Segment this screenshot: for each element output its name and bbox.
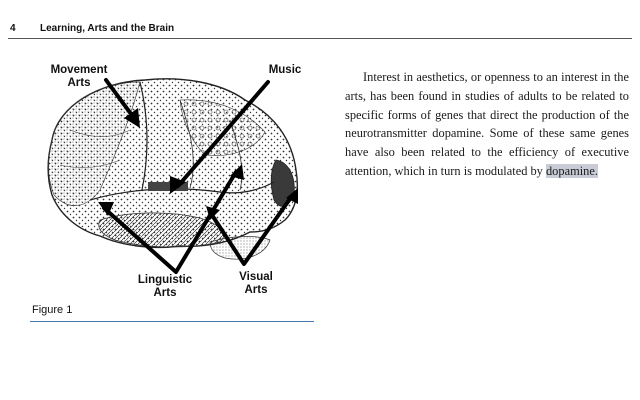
body-paragraph[interactable] <box>345 68 629 181</box>
label-movement-arts <box>44 64 114 90</box>
label-text: Visual Arts <box>239 271 273 296</box>
paragraph-text[interactable]: Interest in aesthetics, or openness to an interest in the arts, has been found in studies of adults to be related to specific forms of genes that direct the production of the neurotransmitter dopamine. Some of these same genes have also been related to the efficiency of executive attention, which in turn is modulated by <box>345 70 629 178</box>
page-header <box>8 20 632 36</box>
label-text: Movement Arts <box>50 64 108 89</box>
figure-caption: Figure 1 <box>32 304 73 316</box>
label-visual-arts <box>226 271 286 297</box>
header-divider <box>8 38 632 39</box>
label-text: Linguistic Arts <box>137 274 193 299</box>
highlighted-word[interactable]: dopamine. <box>545 163 598 178</box>
figure-brain <box>30 60 314 310</box>
running-title: Learning, Arts and the Brain <box>40 23 175 34</box>
figure-caption-rule <box>30 321 314 322</box>
page-number: 4 <box>10 23 16 34</box>
label-text: Music <box>268 64 302 76</box>
label-linguistic-arts <box>125 274 205 300</box>
label-music <box>260 64 310 77</box>
